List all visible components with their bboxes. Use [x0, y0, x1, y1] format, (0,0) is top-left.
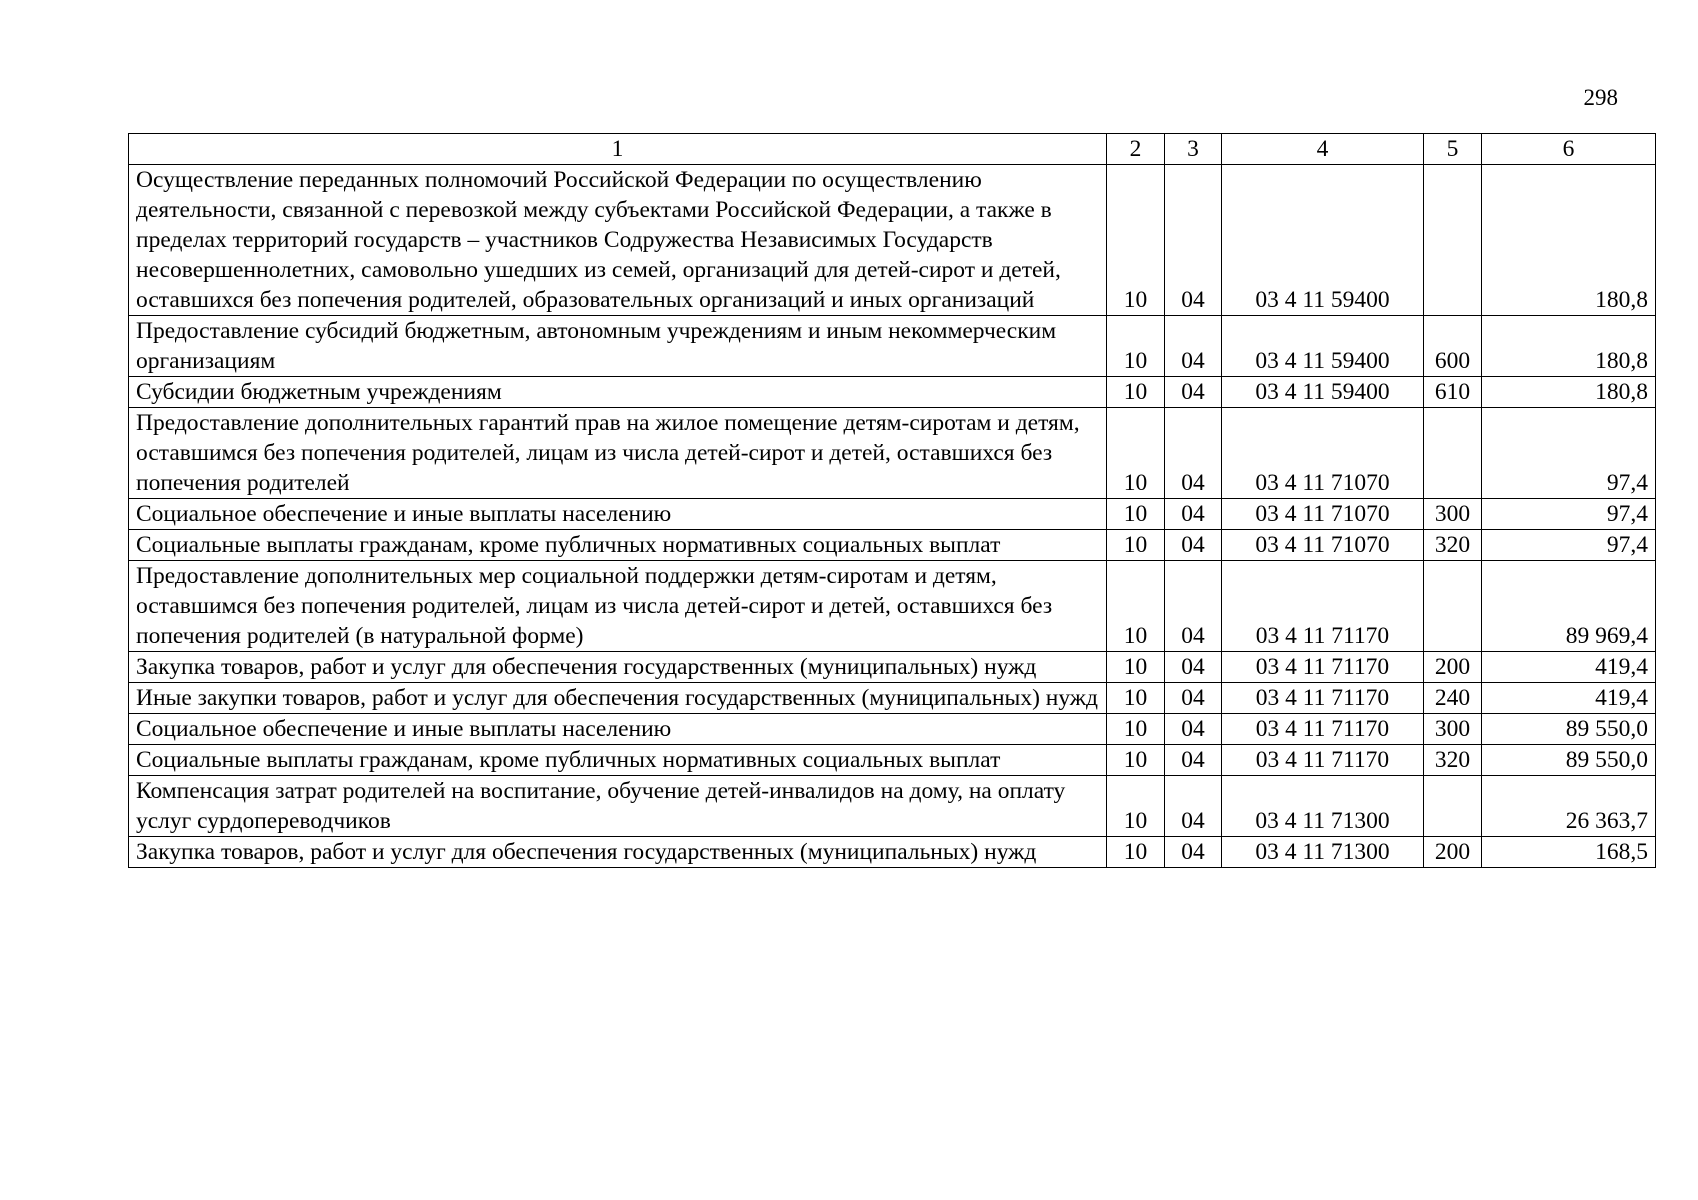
row-target-article-code: 03 4 11 71170 [1222, 745, 1424, 776]
page-number: 298 [1583, 85, 1618, 110]
row-section-code: 10 [1107, 714, 1165, 745]
row-subsection-code: 04 [1165, 377, 1222, 408]
row-section-code: 10 [1107, 499, 1165, 530]
row-subsection-code: 04 [1165, 561, 1222, 652]
table-row [129, 499, 1656, 530]
row-subsection-code: 04 [1165, 776, 1222, 837]
table-row [129, 837, 1656, 868]
row-description: Закупка товаров, работ и услуг для обеспечения государственных (муниципальных) нужд [129, 837, 1107, 868]
row-section-code: 10 [1107, 316, 1165, 377]
column-header: 2 [1107, 134, 1165, 165]
row-subsection-code: 04 [1165, 683, 1222, 714]
row-expense-type-code: 320 [1424, 530, 1482, 561]
row-description: Предоставление субсидий бюджетным, автономным учреждениям и иным некоммерческим организациям [129, 316, 1107, 377]
row-description: Предоставление дополнительных гарантий прав на жилое помещение детям-сиротам и детям, оставшимся без попечения родителей, лицам из числа детей-сирот и детей, оставшихся без попечения родителей [129, 408, 1107, 499]
row-description: Осуществление переданных полномочий Российской Федерации по осуществлению деятельности, связанной с перевозкой между субъектами Российской Федерации, а также в пределах территорий государств – участников Содружества Независимых Государств несовершеннолетних, самовольно ушедших из семей, организаций для детей-сирот и детей, оставшихся без попечения родителей, образовательных организаций и иных организаций [129, 165, 1107, 316]
column-header: 5 [1424, 134, 1482, 165]
row-description: Субсидии бюджетным учреждениям [129, 377, 1107, 408]
row-amount: 97,4 [1482, 530, 1656, 561]
row-amount: 168,5 [1482, 837, 1656, 868]
row-description: Социальные выплаты гражданам, кроме публичных нормативных социальных выплат [129, 530, 1107, 561]
row-subsection-code: 04 [1165, 714, 1222, 745]
table-row [129, 530, 1656, 561]
row-subsection-code: 04 [1165, 530, 1222, 561]
row-description: Закупка товаров, работ и услуг для обеспечения государственных (муниципальных) нужд [129, 652, 1107, 683]
row-section-code: 10 [1107, 530, 1165, 561]
row-subsection-code: 04 [1165, 745, 1222, 776]
row-subsection-code: 04 [1165, 316, 1222, 377]
table-body [129, 165, 1656, 868]
column-header: 6 [1482, 134, 1656, 165]
column-header: 3 [1165, 134, 1222, 165]
row-amount: 180,8 [1482, 316, 1656, 377]
row-amount: 97,4 [1482, 408, 1656, 499]
row-target-article-code: 03 4 11 71170 [1222, 561, 1424, 652]
row-expense-type-code: 240 [1424, 683, 1482, 714]
row-expense-type-code [1424, 165, 1482, 316]
row-amount: 97,4 [1482, 499, 1656, 530]
budget-table [128, 133, 1656, 868]
row-section-code: 10 [1107, 652, 1165, 683]
row-expense-type-code: 300 [1424, 499, 1482, 530]
table-row [129, 561, 1656, 652]
row-amount: 180,8 [1482, 377, 1656, 408]
row-amount: 89 969,4 [1482, 561, 1656, 652]
row-target-article-code: 03 4 11 71300 [1222, 837, 1424, 868]
row-description: Социальное обеспечение и иные выплаты населению [129, 499, 1107, 530]
row-target-article-code: 03 4 11 71300 [1222, 776, 1424, 837]
row-target-article-code: 03 4 11 59400 [1222, 316, 1424, 377]
table-row [129, 652, 1656, 683]
row-section-code: 10 [1107, 745, 1165, 776]
table-row [129, 408, 1656, 499]
row-expense-type-code [1424, 408, 1482, 499]
row-section-code: 10 [1107, 377, 1165, 408]
table-row [129, 165, 1656, 316]
row-description: Компенсация затрат родителей на воспитание, обучение детей-инвалидов на дому, на оплату услуг сурдопереводчиков [129, 776, 1107, 837]
row-target-article-code: 03 4 11 71070 [1222, 499, 1424, 530]
row-description: Социальные выплаты гражданам, кроме публичных нормативных социальных выплат [129, 745, 1107, 776]
row-target-article-code: 03 4 11 59400 [1222, 165, 1424, 316]
row-expense-type-code: 320 [1424, 745, 1482, 776]
row-amount: 26 363,7 [1482, 776, 1656, 837]
column-header: 4 [1222, 134, 1424, 165]
row-description: Социальное обеспечение и иные выплаты населению [129, 714, 1107, 745]
column-header: 1 [129, 134, 1107, 165]
table-row [129, 714, 1656, 745]
row-description: Иные закупки товаров, работ и услуг для обеспечения государственных (муниципальных) нужд [129, 683, 1107, 714]
row-subsection-code: 04 [1165, 165, 1222, 316]
row-expense-type-code: 610 [1424, 377, 1482, 408]
row-target-article-code: 03 4 11 71070 [1222, 408, 1424, 499]
row-target-article-code: 03 4 11 71170 [1222, 683, 1424, 714]
row-section-code: 10 [1107, 776, 1165, 837]
row-target-article-code: 03 4 11 71170 [1222, 652, 1424, 683]
row-expense-type-code: 200 [1424, 837, 1482, 868]
table-row [129, 377, 1656, 408]
row-section-code: 10 [1107, 165, 1165, 316]
row-target-article-code: 03 4 11 71170 [1222, 714, 1424, 745]
row-amount: 89 550,0 [1482, 745, 1656, 776]
row-section-code: 10 [1107, 837, 1165, 868]
row-amount: 180,8 [1482, 165, 1656, 316]
table-row [129, 316, 1656, 377]
row-expense-type-code: 600 [1424, 316, 1482, 377]
table-row [129, 683, 1656, 714]
row-subsection-code: 04 [1165, 499, 1222, 530]
row-expense-type-code [1424, 561, 1482, 652]
row-subsection-code: 04 [1165, 837, 1222, 868]
row-expense-type-code [1424, 776, 1482, 837]
row-section-code: 10 [1107, 561, 1165, 652]
row-amount: 419,4 [1482, 683, 1656, 714]
row-target-article-code: 03 4 11 59400 [1222, 377, 1424, 408]
row-subsection-code: 04 [1165, 652, 1222, 683]
table-header-row [129, 134, 1656, 165]
table-row [129, 776, 1656, 837]
row-amount: 419,4 [1482, 652, 1656, 683]
row-expense-type-code: 300 [1424, 714, 1482, 745]
row-expense-type-code: 200 [1424, 652, 1482, 683]
row-target-article-code: 03 4 11 71070 [1222, 530, 1424, 561]
row-section-code: 10 [1107, 408, 1165, 499]
row-section-code: 10 [1107, 683, 1165, 714]
table-row [129, 745, 1656, 776]
row-description: Предоставление дополнительных мер социальной поддержки детям-сиротам и детям, оставшимся без попечения родителей, лицам из числа детей-сирот и детей, оставшихся без попечения родителей (в натуральной форме) [129, 561, 1107, 652]
row-subsection-code: 04 [1165, 408, 1222, 499]
row-amount: 89 550,0 [1482, 714, 1656, 745]
